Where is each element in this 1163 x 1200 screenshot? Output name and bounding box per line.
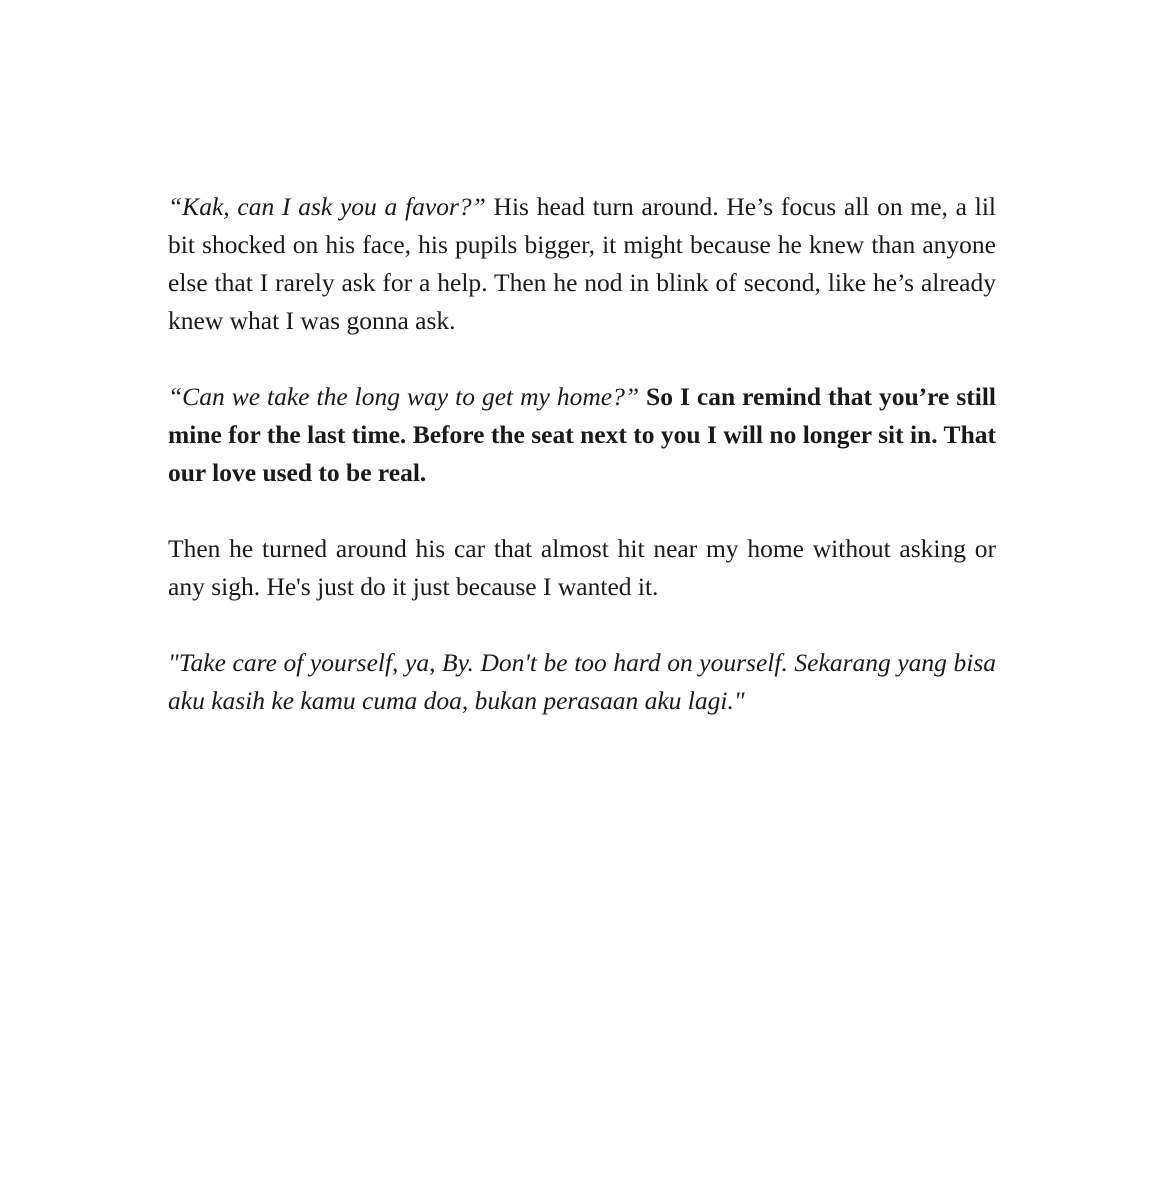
- dialogue-quote: "Take care of yourself, ya, By. Don't be too hard on yourself. Sekarang yang bisa aku kasih ke kamu cuma doa, bukan perasaan aku lagi.": [168, 648, 996, 715]
- dialogue-quote: “Can we take the long way to get my home?”: [168, 382, 640, 411]
- paragraph-long-way: [168, 378, 996, 492]
- story-page: [168, 188, 996, 720]
- dialogue-quote: “Kak, can I ask you a favor?”: [168, 192, 486, 221]
- paragraph-favor: [168, 188, 996, 340]
- inner-thought-text: So I can remind that you’re still mine for the last time. Before the seat next to you I will no longer sit in. That our love used to be real.: [168, 382, 996, 487]
- narration-text: His head turn around. He’s focus all on me, a lil bit shocked on his face, his pupils bigger, it might because he knew than anyone else that I rarely ask for a help. Then he nod in blink of second, like he’s already knew what I was gonna ask.: [168, 192, 996, 335]
- narration-text: Then he turned around his car that almost hit near my home without asking or any sigh. He's just do it just because I wanted it.: [168, 534, 996, 601]
- paragraph-turn-around: [168, 530, 996, 606]
- paragraph-take-care: [168, 644, 996, 720]
